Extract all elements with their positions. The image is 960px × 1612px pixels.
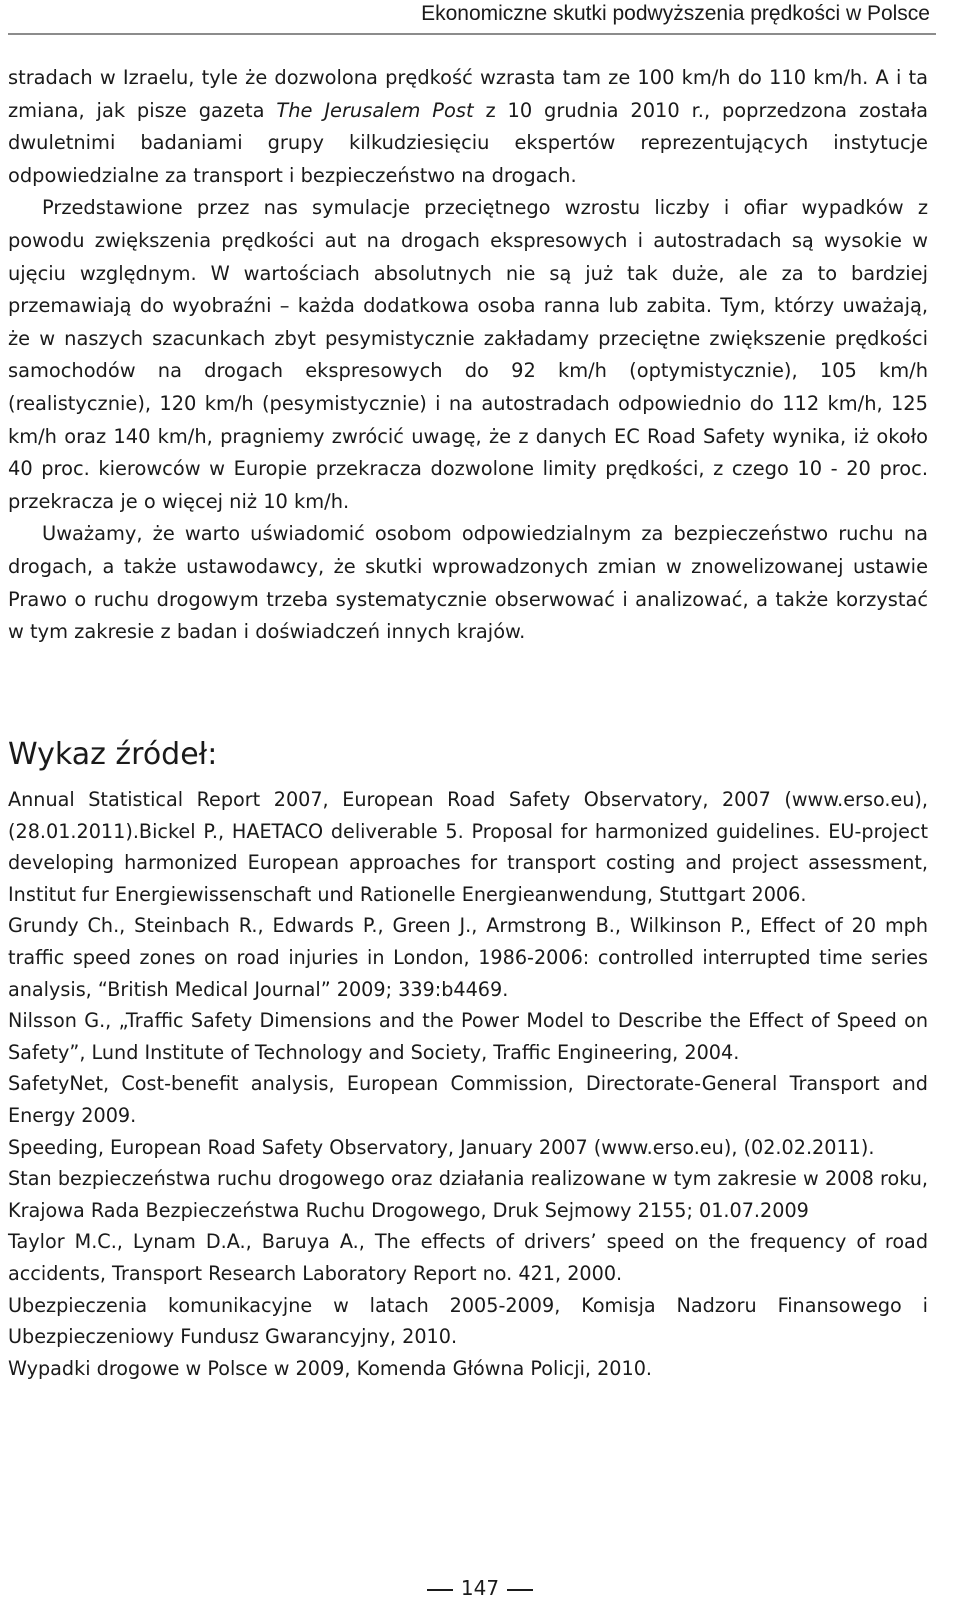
paragraph-1 <box>8 62 928 192</box>
page-number <box>0 1574 960 1602</box>
paragraph-3: Uważamy, że warto uświadomić osobom odpowiedzialnym za bezpieczeństwo ruchu na drogach, a także ustawodawcy, że skutki wprowadzonych zmian w znowelizowanej ustawie Prawo o ruchu drogowym trzeba systematycznie obserwować i analizować, a także korzystać w tym zakresie z badan i doświadczeń innych krajów. <box>8 522 928 644</box>
reference-item: SafetyNet, Cost-benefit analysis, European Commission, Directorate-General Transport and Energy 2009. <box>8 1072 928 1127</box>
paragraph-1-text-a: stradach w Izraelu, tyle że dozwolona prędkość wzrasta tam ze 100 km/h do 110 km/h. A i ta zmiana, jak pisze gazeta <box>8 66 928 122</box>
paragraph-1-text-b: z 10 grudnia 2010 r., poprzedzona została dwuletnimi badaniami grupy kilkudziesięciu ekspertów reprezentujących instytucje odpowiedzialne za transport i bezpieczeństwo na drogach. <box>8 98 928 187</box>
reference-item: Ubezpieczenia komunikacyjne w latach 2005-2009, Komisja Nadzoru Finansowego i Ubezpieczeniowy Fundusz Gwarancyjny, 2010. <box>8 1293 928 1349</box>
reference-item: Stan bezpieczeństwa ruchu drogowego oraz działania realizowane w tym zakresie w 2008 roku, Krajowa Rada Bezpieczeństwa Ruchu Drogowego, Druk Sejmowy 2155; 01.07.2009 <box>8 1167 928 1222</box>
paragraph-2: Przedstawione przez nas symulacje przeciętnego wzrostu liczby i ofiar wypadków z powodu zwiększenia prędkości aut na drogach ekspresowych i autostradach są wysokie w ujęciu względnym. W wartościach absolutnych nie są już tak duże, ale za to bardziej przemawiają do wyobraźni – każda dodatkowa osoba ranna lub zabita. Tym, którzy uważają, że w naszych szacunkach zbyt pesymistycznie zakładamy przeciętne zwiększenie prędkości samochodów na drogach ekspresowych do 92 km/h (optymistycznie), 105 km/h (realistycznie), 120 km/h (pesymistycznie) i na autostradach odpowiednio do 112 km/h, 125 km/h oraz 140 km/h, pragniemy zwrócić uwagę, że z danych EC Road Safety wynika, iż około 40 proc. kierowców w Europie przekracza dozwolone limity prędkości, z czego 10 - 20 proc. przekracza je o więcej niż 10 km/h. <box>8 196 928 513</box>
body-text <box>8 62 928 649</box>
reference-item: Taylor M.C., Lynam D.A., Baruya A., The effects of drivers’ speed on the frequency of road accidents, Transport Research Laboratory Report no. 421, 2000. <box>8 1230 928 1285</box>
page-number-value: 147 <box>460 1576 500 1600</box>
running-header: Ekonomiczne skutki podwyższenia prędkości w Polsce <box>421 2 930 25</box>
publication-title: The Jerusalem Post <box>276 98 474 122</box>
reference-item: Nilsson G., „Traffic Safety Dimensions and the Power Model to Describe the Effect of Speed on Safety”, Lund Institute of Technology and Society, Traffic Engineering, 2004. <box>8 1009 928 1064</box>
page-number-dash-left <box>427 1589 453 1591</box>
header-rule <box>8 33 936 35</box>
references-title: Wykaz źródeł: <box>8 737 218 772</box>
reference-item: Annual Statistical Report 2007, European Road Safety Observatory, 2007 (www.erso.eu), (28.01.2011).Bickel P., HAETACO deliverable 5. Proposal for harmonized guidelines. EU-project developing harmonized European approaches for transport costing and project assessment, Institut fur Energiewissenschaft und Rationelle Energieanwendung, Stuttgart 2006. <box>8 788 928 906</box>
references-list <box>8 784 928 1384</box>
page-number-dash-right <box>507 1589 533 1591</box>
reference-item: Speeding, European Road Safety Observatory, January 2007 (www.erso.eu), (02.02.2011). <box>8 1135 875 1159</box>
reference-item: Grundy Ch., Steinbach R., Edwards P., Green J., Armstrong B., Wilkinson P., Effect of 20 mph traffic speed zones on road injuries in London, 1986-2006: controlled interrupted time series analysis, “British Medical Journal” 2009; 339:b4469. <box>8 914 928 1001</box>
reference-item: Wypadki drogowe w Polsce w 2009, Komenda Główna Policji, 2010. <box>8 1356 653 1380</box>
